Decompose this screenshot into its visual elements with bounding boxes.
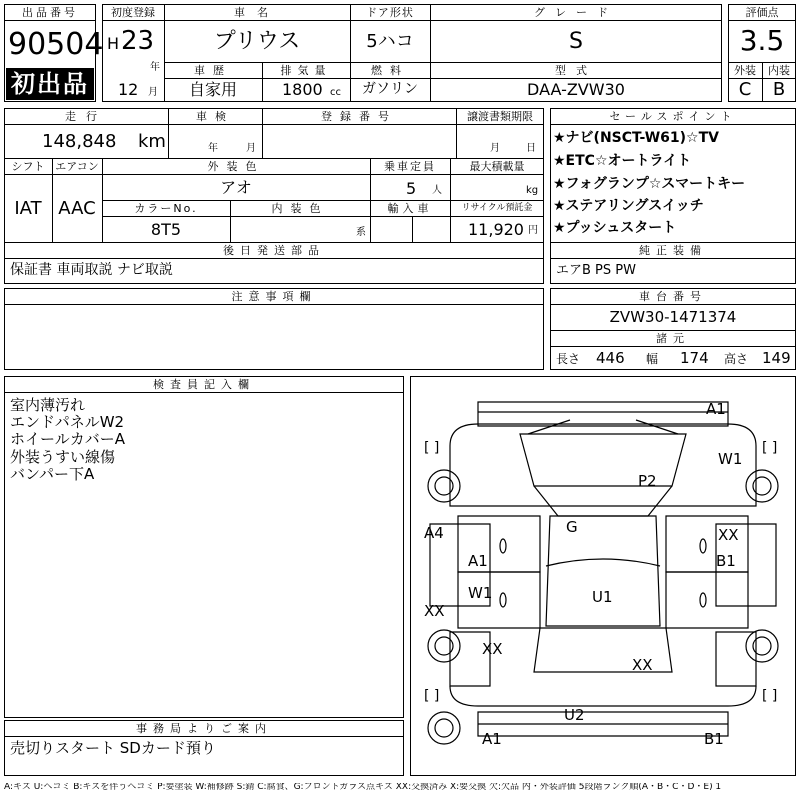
inspector-line-5: バンパー下A [10,465,95,483]
mark-b1-rear: B1 [704,730,724,748]
later-parts-label: 後日発送部品 [223,244,325,257]
disp-value: 1800 [282,80,323,99]
fuel-label: 燃料 [371,64,409,77]
score-value: 3.5 [739,24,785,57]
mark-g: G [566,518,578,536]
color-no-label: カラーNo. [134,202,198,215]
chassis-value: ZVW30-1471374 [609,308,737,326]
inspector-line-3: ホイールカバーA [10,430,125,448]
ac-value: AAC [58,198,96,219]
shift-label: シフト [11,160,45,173]
grade-label: グレード [534,6,618,19]
insp-month-unit: 月 [246,143,256,154]
mark-xx-left: XX [424,602,445,620]
lot-number: 90504 [8,27,104,62]
specs-label: 諸元 [656,332,690,345]
equipment-value: エアB PS PW [556,263,636,278]
history-label: 車歴 [194,64,232,77]
transfer-label: 譲渡書類期限 [467,110,533,123]
office-value: 売切りスタート SDカード預り [10,739,216,757]
mark-a4: A4 [424,524,444,542]
door-label: ドア形状 [366,6,414,19]
capacity-unit: 人 [432,185,442,196]
disp-unit: cc [330,87,341,98]
tr-month-unit: 月 [490,143,500,154]
grade-value: S [569,29,583,54]
lot-label: 出品番号 [22,6,78,19]
first-listing-text: 初出品 [11,70,89,98]
recycle-unit: 円 [528,225,538,236]
recycle-label: リサイクル預託金 [461,203,533,213]
color-no-value: 8T5 [150,220,182,239]
ext-grade-label: 外装 [734,64,756,77]
mark-xx-rear: XX [632,656,653,674]
ext-color-value: アオ [220,178,252,197]
notes-label: 注意事項欄 [231,290,317,303]
model-value: DAA-ZVW30 [527,80,625,99]
sales-point-3: ★フォグランプ☆スマートキー [553,176,746,192]
length-label: 長さ [556,352,581,366]
mileage-unit: km [138,131,166,152]
tr-day-unit: 日 [526,143,536,154]
ext-grade: C [738,79,752,100]
length-value: 446 [596,349,625,367]
capacity-label: 乗車定員 [384,160,436,173]
inspector-line-1: 室内薄汚れ [10,396,86,414]
insp-year-unit: 年 [208,143,218,154]
int-color-label: 内装色 [271,202,329,215]
name-label: 車名 [234,6,280,19]
door-type: 5ハコ [366,31,414,52]
ext-color-label: 外装色 [207,160,265,173]
load-unit: kg [526,185,539,196]
load-label: 最大積載量 [469,160,525,173]
recycle-value: 11,920 [468,220,524,239]
width-label: 幅 [646,352,659,366]
mark-w1-right: W1 [718,450,743,468]
chassis-label: 車台番号 [639,290,707,303]
mark-xx-right-top: XX [718,526,739,544]
equipment-label: 純正装備 [639,244,707,257]
width-value: 174 [680,349,709,367]
bracket-left-top: [ ] [424,440,440,456]
reg-year: 23 [121,26,155,56]
bracket-right-bottom: [ ] [762,688,778,704]
mark-w1-left: W1 [468,584,493,602]
int-grade-label: 内装 [768,64,790,77]
reg-month-unit: 月 [148,87,158,98]
ac-label: エアコン [55,160,99,173]
inspector-line-4: 外装うすい線傷 [10,448,116,466]
fuel-value: ガソリン [362,81,418,97]
sales-point-2: ★ETC☆オートライト [553,153,692,169]
score-label: 評価点 [745,6,779,19]
mileage-value: 148,848 [42,131,117,152]
later-parts-value: 保証書 車両取説 ナビ取説 [10,262,173,278]
reg-year-unit: 年 [150,62,160,73]
mark-a1-left: A1 [468,552,488,570]
history-value: 自家用 [188,80,237,99]
mark-u2: U2 [564,706,585,724]
disp-label: 排気量 [280,64,332,77]
inspection-label: 車検 [196,110,234,123]
reg-no-label: 登録番号 [321,110,397,123]
sales-point-5: ★プッシュスタート [553,220,677,236]
capacity-value: 5 [406,179,417,198]
mark-u1: U1 [592,588,613,606]
mark-a1-front: A1 [706,400,726,418]
reg-label: 初度登録 [111,6,155,19]
height-label: 高さ [724,352,749,366]
height-value: 149 [762,349,791,367]
mark-p2: P2 [638,472,657,490]
sales-point-4: ★ステアリングスイッチ [553,198,704,214]
mileage-label: 走行 [65,110,107,123]
int-grade: B [772,79,786,100]
mark-a1-rear: A1 [482,730,502,748]
reg-era: H [107,34,120,53]
inspector-line-2: エンドパネルW2 [10,413,125,431]
bracket-left-bottom: [ ] [424,688,440,704]
model-label: 型式 [555,64,597,77]
office-label: 事務局よりご案内 [136,722,272,735]
bracket-right-top: [ ] [762,440,778,456]
reg-month: 12 [118,80,139,99]
car-diagram [410,376,796,776]
mark-b1-right: B1 [716,552,736,570]
int-color-unit: 系 [356,227,366,238]
sales-point-1: ★ナビ(NSCT-W61)☆TV [553,130,719,146]
inspector-label: 検査員記入欄 [153,378,255,391]
import-label: 輸入車 [387,202,433,215]
shift-value: IAT [14,198,42,219]
footer-legend: A:キズ U:ヘコミ B:キズを伴うヘコミ P:要塗装 W:補修跡 S:錆 C:腐食、G:フロントガラス点キズ XX:交換済み X:要交換 欠:欠品 内・外装評価 5段階ランク順(A・B・C・D・E) 1 [4,783,722,792]
mark-xx-left2: XX [482,640,503,658]
sales-points-label: セールスポイント [609,110,737,123]
car-name: プリウス [213,29,301,54]
